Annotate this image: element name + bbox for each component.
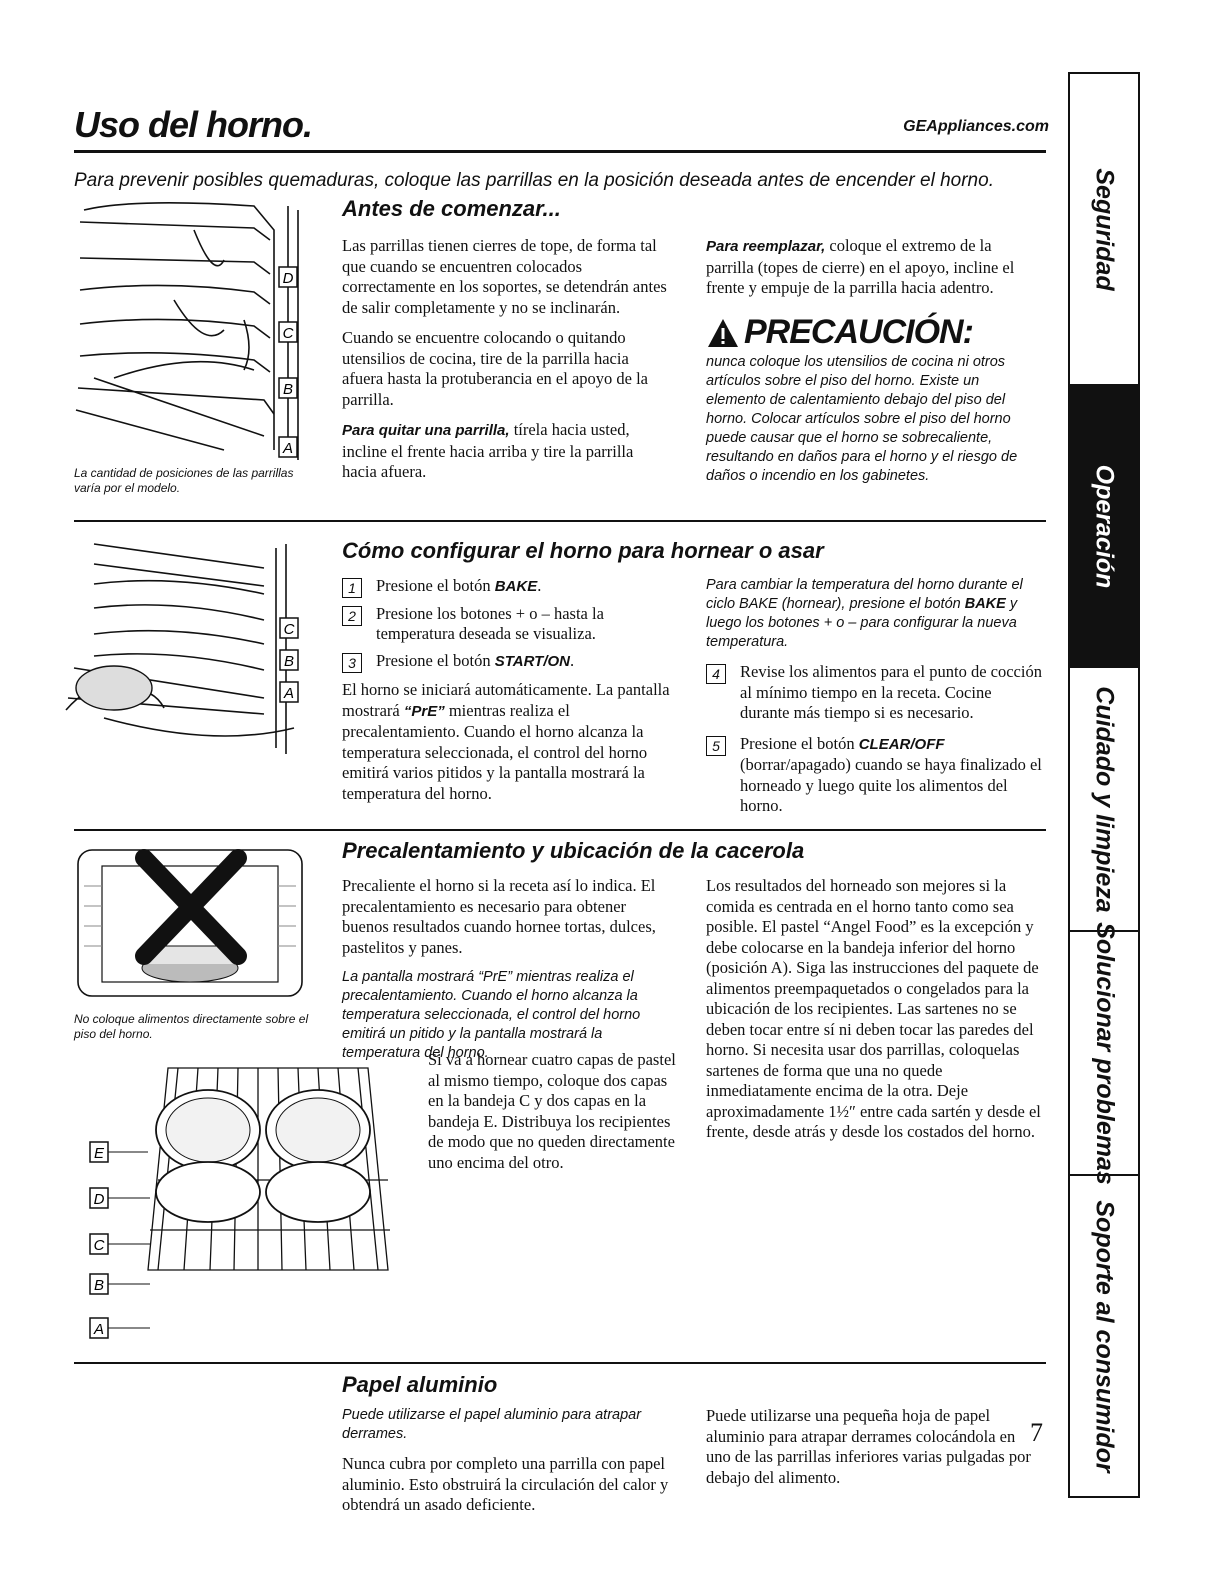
precal-p3: Los resultados del horneado son mejores si la comida es centrada en el horno tanto como sea posible. El pastel “Angel Food” es la excepción y debe colocarse en la bandeja inferior del horno (posición A). Siga las instrucciones del paquete de alimentos preempaquetados o congelados para la ubicación de los recipientes. Las sartenes no se deben tocar entre sí ni deben tocar las paredes del horno. Si necesita usar dos parrillas, coloquelas sartenes de forma que una no quede inmediatamente encima de la otra. Deje aproximadamente 1½″ entre cada sartén y desde el frente, desde atrás y desde los costados del horno. [706,876,1041,1141]
warning-icon [706,317,740,349]
svg-text:B: B [282,381,294,398]
tab-seguridad[interactable]: Seguridad [1070,74,1138,386]
svg-text:A: A [283,685,295,702]
papel-p2: Puede utilizarse una pequeña hoja de papel aluminio para atrapar derrames colocándola en uno de las parrillas inferiores varias pulgadas por debajo del alimento. [706,1406,1031,1487]
svg-text:D: D [93,1191,105,1208]
hornear-col1 [342,576,674,804]
page-number: 7 [1030,1418,1043,1447]
hornear-col2 [706,576,1042,817]
antes-col2 [706,236,1042,486]
hornear-after-text: El horno se iniciará automáticamente. La pantalla mostrará “PrE” mientras realiza el precalentamiento. Cuando el horno alcanza la temperatura seleccionada, el control del horno emitirá varios pitidos y la pantalla mostrará la temperatura del horno. [342,680,670,803]
antes-p1: Las parrillas tienen cierres de tope, de forma tal que cuando se encuentren colocados correctamente en los soportes, se detendrán antes de salir completamente y no se inclinarán. [342,236,667,317]
section-title-antes: Antes de comenzar... [342,196,561,221]
step-4: 4 Revise los alimentos para el punto de cocción al mínimo tiempo en la receta. Cocine durante más tiempo si es necesario. [706,662,1042,724]
tab-solucionar-problemas[interactable]: Solucionar problemas [1070,932,1138,1176]
precal-col1 [342,876,676,1063]
divider-3 [74,1362,1046,1364]
svg-text:A: A [93,1321,105,1338]
section-title-papel: Papel aluminio [342,1372,498,1397]
svg-text:B: B [283,653,295,670]
precal-p2: Si va a hornear cuatro capas de pastel al mismo tiempo, coloque dos capas en la bandeja C y dos capas en la bandeja E. Distribuya los recipientes de modo que no queden directamente uno encima del otro. [428,1050,676,1172]
svg-text:A: A [282,440,294,457]
precal-note: La pantalla mostrará “PrE” mientras realiza el precalentamiento. Cuando el horno alcanza la temperatura seleccionada, el control del horno emitirá un pitido y la pantalla mostrará la temperatura del horno. [342,969,641,1061]
section-title-precalentamiento: Precalentamiento y ubicación de la cacerola [342,838,805,863]
rack-caption: La cantidad de posiciones de las parrillas varía por el modelo. [74,466,294,495]
svg-text:D: D [282,270,294,287]
papel-col1 [342,1406,682,1516]
precal-p1: Precaliente el horno si la receta así lo indica. El precalentamiento es necesario para obtener buenos resultados cuando hornee tortas, dulces, pastelitos y panes. [342,876,656,957]
caution-text: nunca coloque los utensilios de cocina ni otros artículos sobre el piso del horno. Existe un elemento de calentamiento debajo del piso del horno. Colocar artículos sobre el piso del horno puede causar que el horno se sobrecaliente, resultando en daños para el horno y el riesgo de daños o incendio en los gabinetes. [706,353,1018,484]
papel-note: Puede utilizarse el papel aluminio para atrapar derrames. [342,1407,642,1442]
svg-text:B: B [93,1277,105,1294]
oven-broil-illustration [64,538,304,758]
intro-text: Para prevenir posibles quemaduras, coloque las parrillas en la posición deseada antes de encender el horno. [74,170,994,191]
section-tab-bar [1068,72,1140,1498]
antes-p3: Para quitar una parrilla, tírela hacia usted, incline el frente hacia arriba y tire la parrilla hacia afuera. [342,420,634,481]
svg-text:C: C [93,1237,105,1254]
step-1: 1 Presione el botón BAKE. [342,576,674,598]
antes-col1 [342,236,672,483]
tab-cuidado-limpieza[interactable]: Cuidado y limpieza [1070,668,1138,932]
papel-p1: Nunca cubra por completo una parrilla con papel aluminio. Esto obstruirá la circulación del calor y obtendrá un asado deficiente. [342,1454,669,1514]
tab-operacion[interactable]: Operación [1070,386,1138,668]
antes-p2: Cuando se encuentre colocando o quitando utensilios de cocina, tire de la parrilla hacia afuera hasta la protuberancia en el apoyo de la parrilla. [342,328,649,409]
no-food-caption: No coloque alimentos directamente sobre el piso del horno. [74,1012,309,1041]
website-link[interactable]: GEAppliances.com [903,118,1049,135]
step-3: 3 Presione el botón START/ON. [342,651,674,673]
caution-heading: PRECAUCIÓN: [706,317,1042,349]
svg-text:C: C [282,325,294,342]
no-food-on-floor-illustration [74,846,306,1000]
tab-soporte-consumidor[interactable]: Soporte al consumidor [1090,1199,1119,1473]
header-rule [74,150,1046,153]
svg-text:C: C [283,621,295,638]
svg-text:E: E [93,1145,105,1162]
four-layers-illustration [88,1060,428,1350]
antes-p4: Para reemplazar, coloque el extremo de la parrilla (topes de cierre) en el apoyo, incline el frente y empuje de la parrilla hacia adentro. [706,236,1015,297]
page-title: Uso del horno. [74,104,312,145]
divider-2 [74,829,1046,831]
divider-1 [74,520,1046,522]
step-2: 2 Presione los botones + o – hasta la temperatura deseada se visualiza. [342,604,674,645]
hornear-note: Para cambiar la temperatura del horno durante el ciclo BAKE (hornear), presione el botón BAKE y luego los botones + o – para configurar la nueva temperatura. [706,577,1023,650]
section-title-hornear: Cómo configurar el horno para hornear o asar [342,538,824,563]
oven-racks-illustration [74,200,306,468]
step-5: 5 Presione el botón CLEAR/OFF (borrar/apagado) cuando se haya finalizado el horneado y luego quite los alimentos del horno. [706,734,1042,817]
